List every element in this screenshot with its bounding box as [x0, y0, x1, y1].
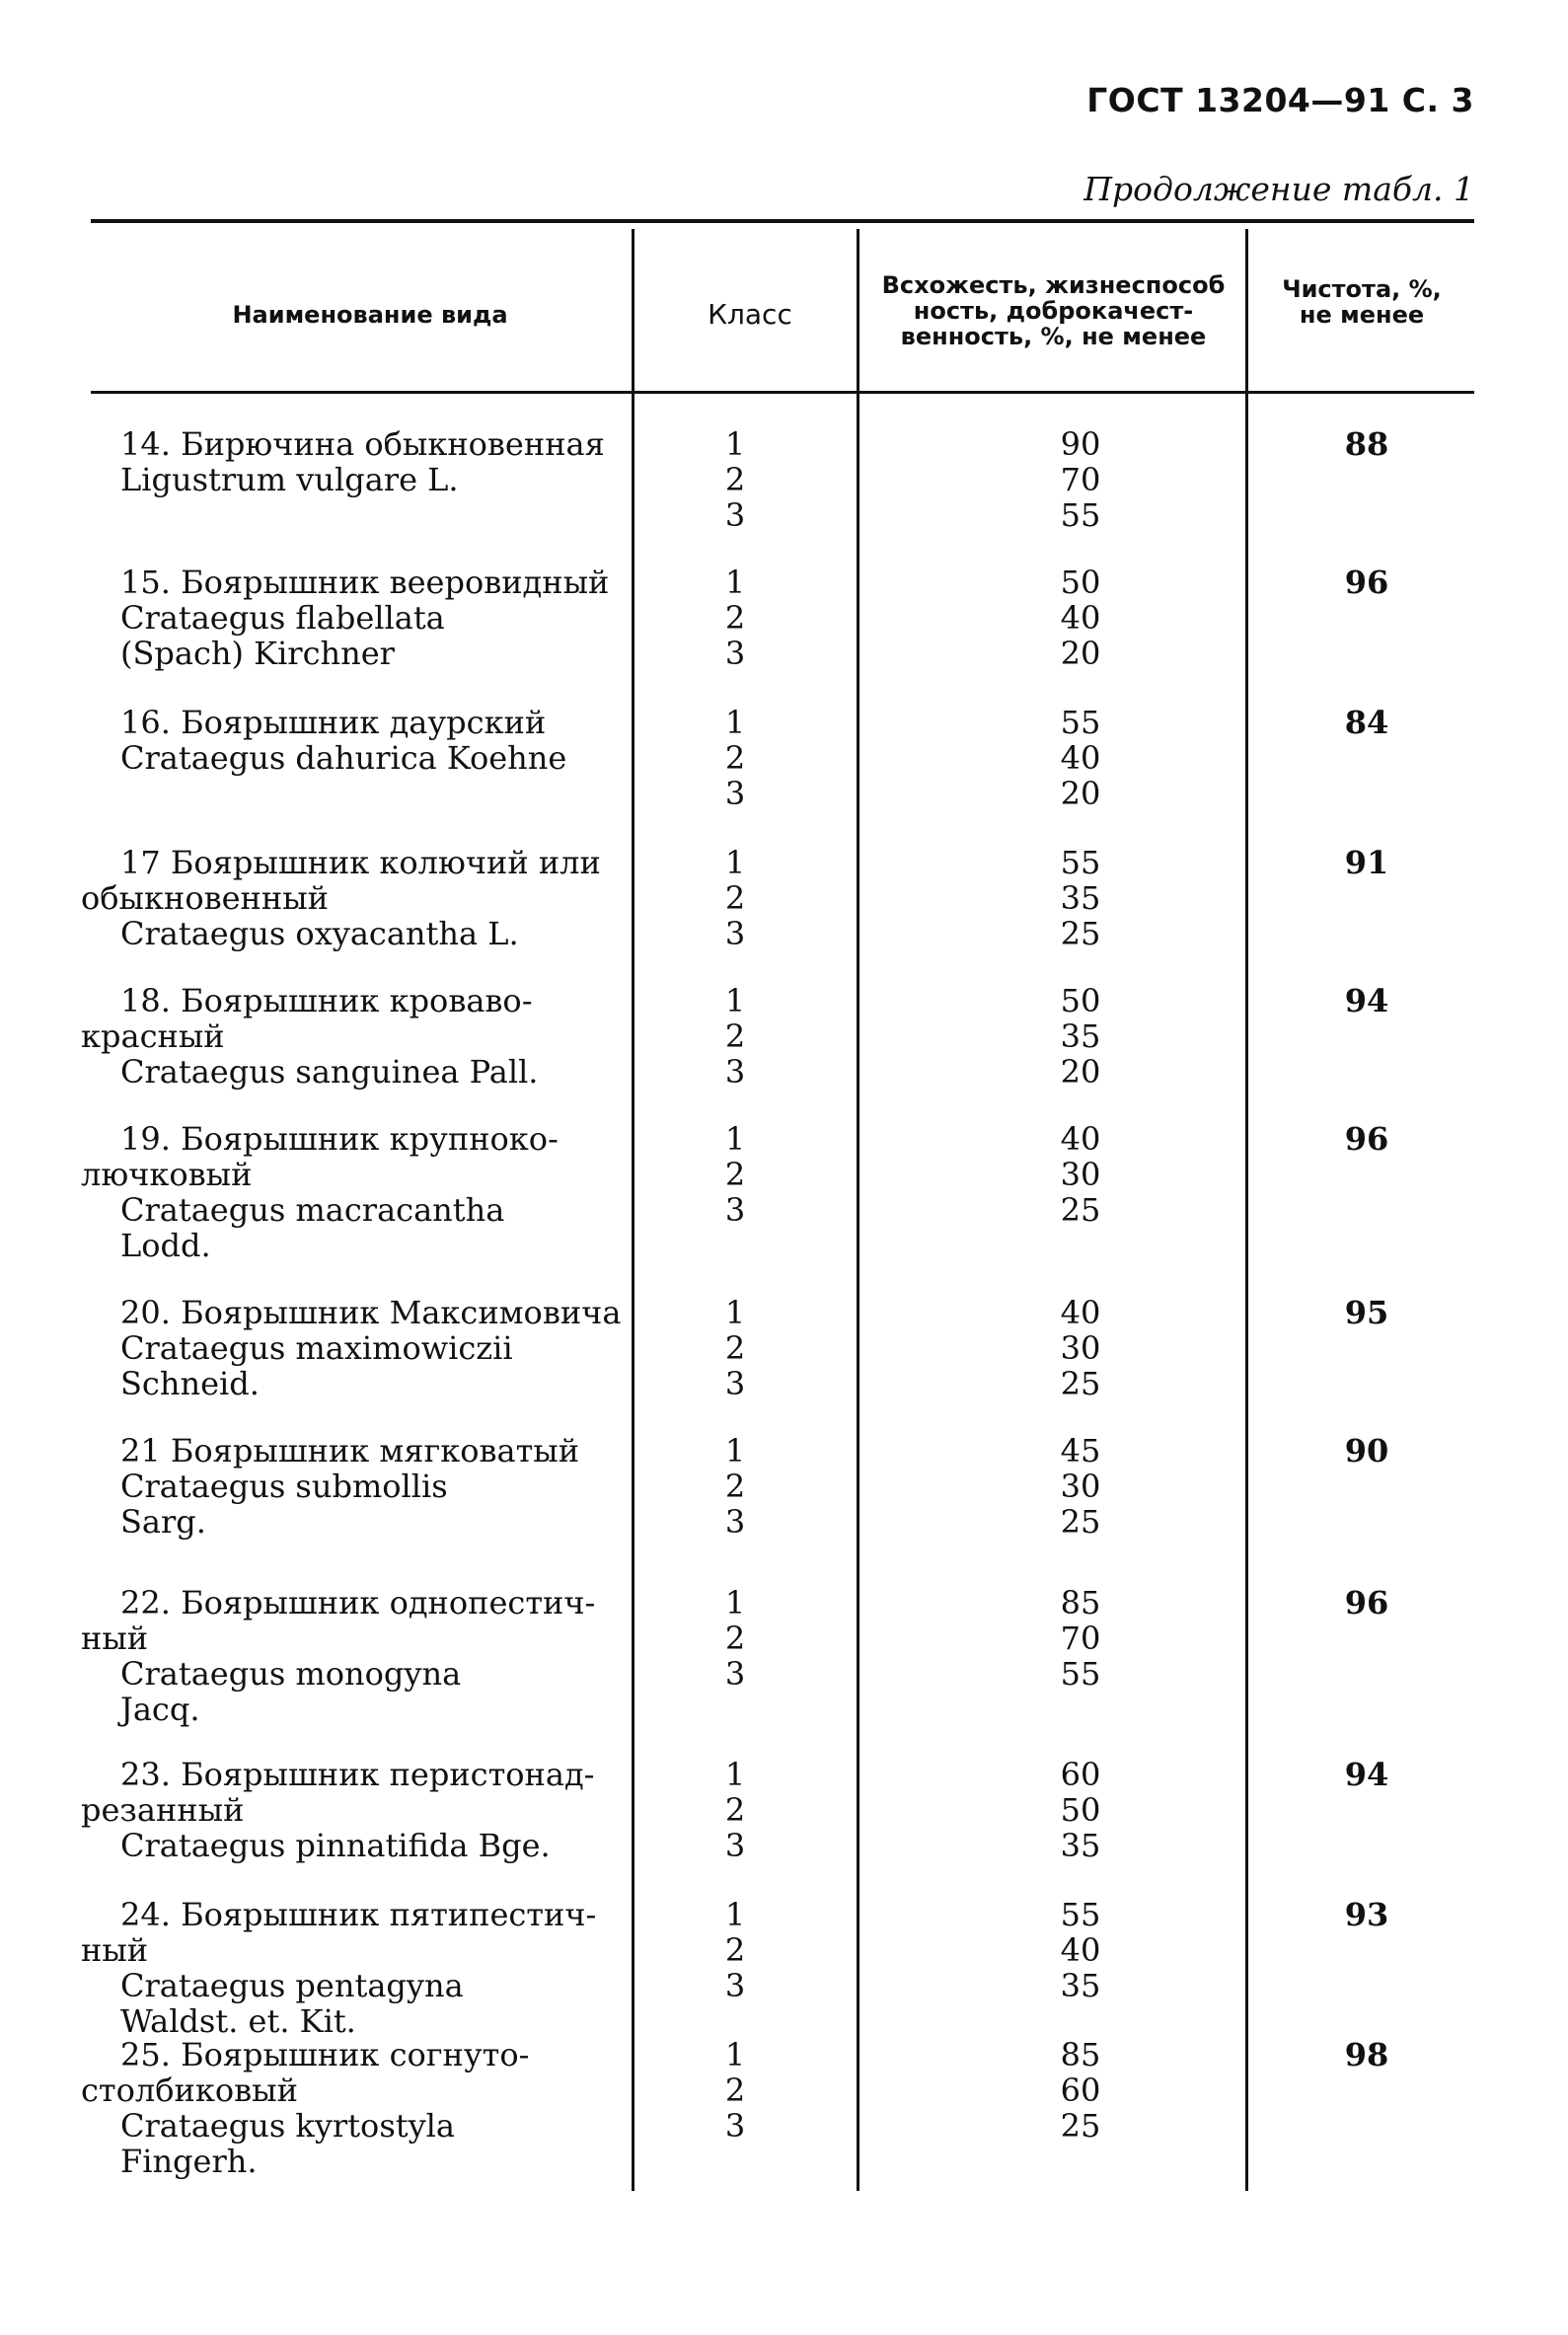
germination-values	[1026, 1757, 1135, 1863]
species-name	[81, 1121, 614, 1263]
species-name-line: 22. Боярышник однопестич-	[120, 1584, 596, 1621]
species-name-line: Crataegus dahurica Koehne	[120, 739, 567, 777]
species-name-line: Crataegus submollis	[120, 1468, 448, 1505]
species-name-line: Crataegus sanguinea Pall.	[120, 1053, 539, 1091]
class-value: 3	[724, 1191, 746, 1229]
class-value: 1	[724, 1120, 746, 1158]
class-value: 2	[724, 599, 746, 637]
species-name-line: Crataegus macracantha	[120, 1191, 505, 1229]
germination-values	[1026, 845, 1135, 951]
purity-value: 95	[1344, 1294, 1389, 1331]
column-header-class: Класс	[708, 298, 792, 331]
purity-value: 94	[1344, 982, 1389, 1019]
class-value: 1	[724, 425, 746, 463]
germination-value: 55	[1060, 1655, 1101, 1693]
species-name-line: 16. Боярышник даурский	[120, 704, 547, 741]
class-value: 3	[724, 1655, 746, 1693]
species-name	[81, 983, 614, 1090]
germination-value: 50	[1060, 982, 1101, 1019]
class-value: 2	[724, 1017, 746, 1055]
species-name	[81, 2037, 614, 2179]
species-name-line: ный	[81, 1931, 149, 1969]
species-name	[81, 1757, 614, 1863]
germination-values	[1026, 1121, 1135, 1228]
germination-values	[1026, 2037, 1135, 2144]
species-name-line: ный	[81, 1619, 149, 1657]
purity-value: 91	[1344, 844, 1389, 881]
class-value: 1	[724, 982, 746, 1019]
class-value: 1	[724, 1896, 746, 1933]
class-value: 2	[724, 1468, 746, 1505]
germination-value: 60	[1060, 2071, 1101, 2109]
class-values	[691, 565, 780, 671]
class-values	[691, 983, 780, 1090]
germination-value: 35	[1060, 1827, 1101, 1864]
class-value: 1	[724, 1756, 746, 1793]
species-name-line: 17 Боярышник колючий или	[120, 844, 601, 881]
species-name-line: столбиковый	[81, 2071, 298, 2109]
species-name-line: (Spach) Kirchner	[120, 635, 395, 672]
species-name-line: 21 Боярышник мягковатый	[120, 1432, 580, 1469]
class-values	[691, 1121, 780, 1228]
species-name	[81, 845, 614, 951]
class-values	[691, 1585, 780, 1692]
purity-value: 96	[1344, 1584, 1389, 1621]
germination-value: 30	[1060, 1468, 1101, 1505]
species-name-line: Crataegus pinnatifida Bge.	[120, 1827, 551, 1864]
class-value: 1	[724, 1584, 746, 1621]
class-value: 3	[724, 775, 746, 812]
species-name-line: Lodd.	[120, 1227, 211, 1264]
class-value: 2	[724, 739, 746, 777]
class-values	[691, 426, 780, 533]
column-header-name: Наименование вида	[232, 301, 508, 329]
germination-value: 85	[1060, 2036, 1101, 2073]
class-values	[691, 1757, 780, 1863]
species-name-line: 19. Боярышник крупноко-	[120, 1120, 559, 1158]
species-name-line: 14. Бирючина обыкновенная	[120, 425, 605, 463]
species-name-line: Jacq.	[120, 1691, 200, 1728]
class-value: 3	[724, 1053, 746, 1091]
germination-value: 90	[1060, 425, 1101, 463]
species-name	[81, 1433, 614, 1540]
column-header-germination-line: Всхожесть, жизнеспособ	[881, 271, 1226, 299]
class-value: 3	[724, 1365, 746, 1402]
germination-value: 30	[1060, 1329, 1101, 1367]
class-value: 3	[724, 2107, 746, 2145]
column-header-purity-line: Чистота, %,	[1282, 275, 1442, 303]
germination-value: 20	[1060, 635, 1101, 672]
class-values	[691, 1897, 780, 2003]
germination-value: 50	[1060, 1791, 1101, 1829]
species-name-line: Crataegus oxyacantha L.	[120, 915, 519, 952]
species-name-line: Crataegus flabellata	[120, 599, 445, 637]
species-name	[81, 705, 614, 776]
class-value: 2	[724, 1791, 746, 1829]
germination-value: 85	[1060, 1584, 1101, 1621]
species-name-line: красный	[81, 1017, 225, 1055]
germination-values	[1026, 426, 1135, 533]
species-name-line: 24. Боярышник пятипестич-	[120, 1896, 597, 1933]
species-name-line: Waldst. et. Kit.	[120, 2002, 356, 2040]
germination-value: 35	[1060, 1017, 1101, 1055]
germination-value: 25	[1060, 915, 1101, 952]
germination-value: 50	[1060, 564, 1101, 601]
germination-value: 25	[1060, 1365, 1101, 1402]
species-name-line: 25. Боярышник согнуто-	[120, 2036, 530, 2073]
species-name-line: Fingerh.	[120, 2143, 258, 2180]
germination-values	[1026, 565, 1135, 671]
germination-value: 25	[1060, 2107, 1101, 2145]
class-value: 2	[724, 879, 746, 917]
class-values	[691, 705, 780, 811]
germination-values	[1026, 1295, 1135, 1401]
document-reference: ГОСТ 13204—91 С. 3	[1086, 81, 1474, 119]
species-name-line: Sarg.	[120, 1503, 206, 1541]
germination-value: 55	[1060, 844, 1101, 881]
class-value: 2	[724, 1329, 746, 1367]
species-name-line: обыкновенный	[81, 879, 329, 917]
species-name	[81, 565, 614, 671]
class-value: 1	[724, 704, 746, 741]
class-value: 3	[724, 915, 746, 952]
species-name-line: Crataegus maximowiczii	[120, 1329, 513, 1367]
class-values	[691, 1433, 780, 1540]
germination-values	[1026, 1897, 1135, 2003]
class-value: 3	[724, 635, 746, 672]
species-name	[81, 1294, 622, 1402]
class-value: 3	[724, 1967, 746, 2004]
class-value: 3	[724, 1503, 746, 1541]
germination-value: 55	[1060, 496, 1101, 534]
germination-values	[1026, 983, 1135, 1090]
class-value: 1	[724, 2036, 746, 2073]
species-name-line: лючковый	[81, 1156, 253, 1193]
species-name-line: Crataegus kyrtostyla	[120, 2107, 455, 2145]
germination-value: 60	[1060, 1756, 1101, 1793]
germination-value: 40	[1060, 1120, 1101, 1158]
class-value: 2	[724, 1619, 746, 1657]
germination-values	[1026, 1433, 1135, 1540]
germination-value: 70	[1060, 1619, 1101, 1657]
purity-value: 96	[1344, 1120, 1389, 1158]
germination-value: 25	[1060, 1503, 1101, 1541]
purity-value: 96	[1344, 564, 1389, 601]
species-name-line: 20. Боярышник Максимовича	[120, 1294, 622, 1331]
class-value: 1	[724, 1432, 746, 1469]
class-value: 3	[724, 1827, 746, 1864]
germination-value: 20	[1060, 775, 1101, 812]
species-name-line: Ligustrum vulgare L.	[120, 461, 459, 498]
class-value: 1	[724, 564, 746, 601]
species-name-line: Crataegus pentagyna	[120, 1967, 464, 2004]
germination-value: 70	[1060, 461, 1101, 498]
germination-values	[1026, 705, 1135, 811]
purity-value: 93	[1344, 1896, 1389, 1933]
class-value: 1	[724, 1294, 746, 1331]
purity-value: 84	[1344, 704, 1389, 741]
purity-value: 94	[1344, 1756, 1389, 1793]
germination-value: 55	[1060, 1896, 1101, 1933]
species-name	[81, 426, 614, 497]
germination-value: 35	[1060, 879, 1101, 917]
germination-value: 20	[1060, 1053, 1101, 1091]
germination-value: 40	[1060, 739, 1101, 777]
species-name-line: 15. Боярышник вееровидный	[120, 564, 610, 601]
class-value: 2	[724, 1156, 746, 1193]
class-value: 2	[724, 1931, 746, 1969]
germination-value: 40	[1060, 1931, 1101, 1969]
species-name	[81, 1897, 614, 2039]
class-values	[691, 1295, 780, 1401]
germination-value: 40	[1060, 1294, 1101, 1331]
class-value: 1	[724, 844, 746, 881]
column-header-germination-line: ность, доброкачест-	[913, 297, 1194, 325]
purity-value: 98	[1344, 2036, 1389, 2073]
germination-value: 25	[1060, 1191, 1101, 1229]
class-value: 2	[724, 461, 746, 498]
species-name	[81, 1585, 614, 1727]
class-values	[691, 845, 780, 951]
germination-value: 35	[1060, 1967, 1101, 2004]
species-name-line: 18. Боярышник кроваво-	[120, 982, 533, 1019]
germination-value: 45	[1060, 1432, 1101, 1469]
class-value: 3	[724, 496, 746, 534]
germination-values	[1026, 1585, 1135, 1692]
germination-value: 40	[1060, 599, 1101, 637]
species-name-line: Schneid.	[120, 1365, 260, 1402]
class-value: 2	[724, 2071, 746, 2109]
germination-value: 55	[1060, 704, 1101, 741]
species-name-line: 23. Боярышник перистонад-	[120, 1756, 595, 1793]
class-values	[691, 2037, 780, 2144]
purity-value: 88	[1344, 425, 1389, 463]
column-header-purity-line: не менее	[1299, 301, 1425, 329]
column-header-germination-line: венность, %, не менее	[900, 323, 1207, 350]
table-continuation-label: Продолжение табл. 1	[1083, 170, 1474, 208]
species-name-line: Crataegus monogyna	[120, 1655, 462, 1693]
purity-value: 90	[1344, 1432, 1389, 1469]
germination-value: 30	[1060, 1156, 1101, 1193]
species-name-line: резанный	[81, 1791, 245, 1829]
